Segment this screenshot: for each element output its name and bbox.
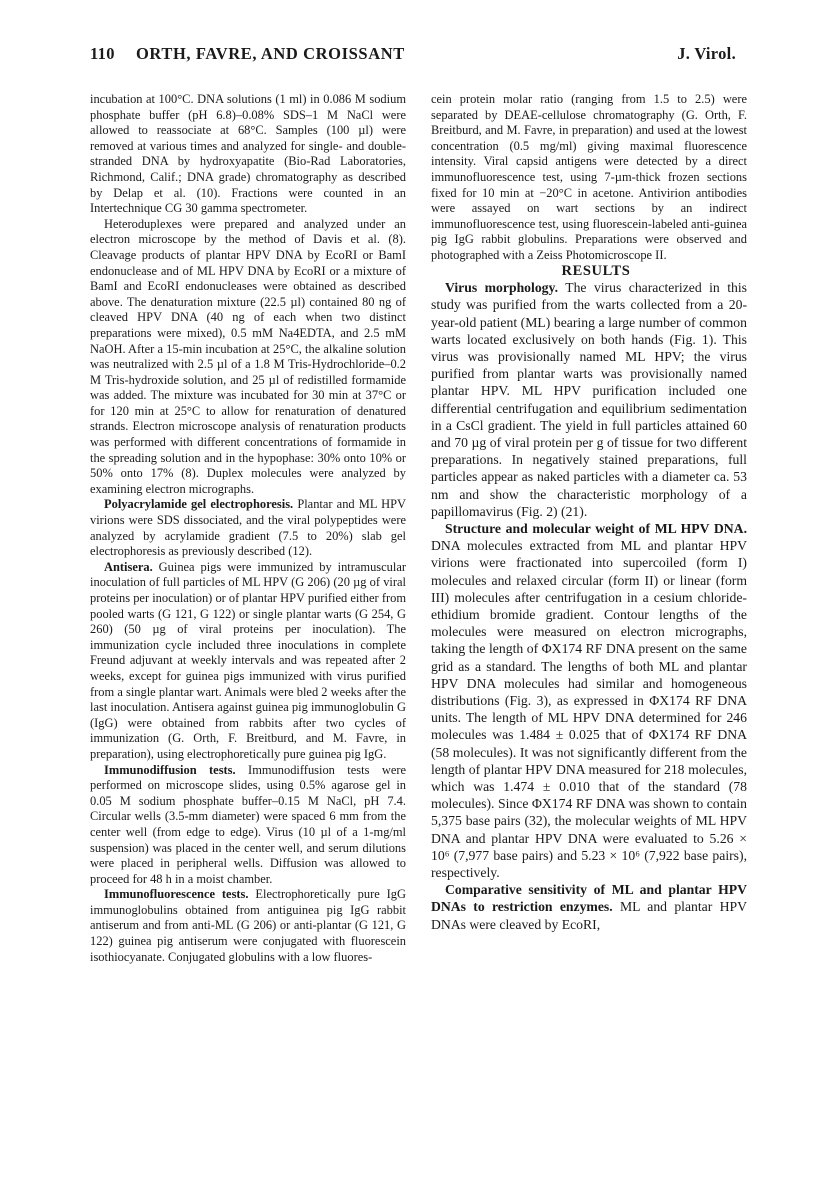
paragraph [90,763,406,888]
right-column [431,92,747,933]
run-in-heading: Structure and molecular weight of ML HPV DNA. [445,520,747,536]
run-in-heading: Virus morphology. [445,280,559,296]
paragraph [431,279,747,520]
paragraph-text: The virus characterized in this study was purified from the warts collected from a 20-year-old patient (ML) bearing a large number of common warts located exclusively on both hands (Fig. 1). This virus was provisionally named ML HPV; the virus purified from plantar warts was provisionally named plantar HPV. ML HPV purification included one differential centrifugation and equilibrium sedimentation in a CsCl gradient. The yield in full particles attained 60 and 70 µg of viral protein per g of tissue for two different preparations. In negatively stained preparations, full particles appear as naked particles with a diameter ca. 53 nm and show the characteristic morphology of a papillomavirus (Fig. 2) (21). [431,280,747,519]
section-title: RESULTS [561,262,631,279]
paragraph-text: Plantar and ML HPV virions were SDS dissociated, and the viral polypeptides were analyzed by acrylamide gradient (7.5 to 20%) slab gel electrophoresis as previously described (12). [90,497,406,559]
running-header [90,44,736,68]
paragraph-text: DNA molecules extracted from ML and plantar HPV virions were fractionated into supercoiled (form I) molecules and relaxed circular (form II) or linear (form III) molecules after centrifugation in a cesium chloride-ethidium bromide gradient. Contour lengths of the molecules were measured on electron micrographs, taking the length of ΦX174 RF DNA present on the same grid as a standard. The lengths of both ML and plantar HPV DNA molecules had similar and homogeneous distributions (Fig. 3), as expressed in ΦX174 RF DNA units. The length of ML HPV DNA determined for 246 molecules was 1.484 ± 0.025 that of ΦX174 RF DNA (58 molecules). It was not significantly different from the length of plantar HPV DNA measured for 218 molecules, which was 1.474 ± 0.010 that of the standard (78 molecules). Since ΦX174 RF DNA was shown to contain 5,375 base pairs (32), the molecular weights of ML HPV DNA and plantar HPV DNA were evaluated to 5.26 × 10⁶ (7,977 base pairs) and 5.23 × 10⁶ (7,922 base pairs), respectively. [431,538,747,881]
paragraph: incubation at 100°C. DNA solutions (1 ml) in 0.086 M sodium phosphate buffer (pH 6.8)–0.08% SDS–1 M NaCl were allowed to reassociate at 68°C. Samples (100 µl) were removed at various times and analyzed for single- and double-stranded DNA by hydroxyapatite (Bio-Rad Laboratories, Richmond, Calif.; DNA grade) chromatography as described by Delap et al. (10). Fractions were counted in an Intertechnique CG 30 gamma spectrometer. [90,92,406,216]
paragraph [90,560,406,763]
paragraph: Heteroduplexes were prepared and analyzed under an electron microscope by the method of Davis et al. (8). Cleavage products of plantar HPV DNA by EcoRI or BamI endonuclease and of ML HPV DNA by EcoRI or a mixture of BamI and EcoRI endonucleases were obtained as described above. The denaturation mixture (22.5 µl) contained 80 ng of cleaved HPV DNA (40 ng of each when two distinct preparations were mixed), 0.5 mM Na4EDTA, and 2.5 mM NaOH. After a 15-min incubation at 25°C, the alkaline solution was neutralized with 2.5 µl of a 1.8 M Tris-Hydrochloride–0.2 M Tris-hydroxide solution, and 25 µl of redistilled formamide was added. The mixture was incubated for 30 min at 37°C or for 120 min at 25°C to allow for renaturation of denatured strands. Electron microscope analysis of renaturation products was performed with different concentrations of formamide in the spreading solution and in the hypophase: 30% onto 10% or 50% onto 17% (8). Duplex molecules were analyzed by examining electron micrographs. [90,216,406,496]
paragraph-text: Immunodiffusion tests were performed on microscope slides, using 0.5% agarose gel in 0.05 M sodium phosphate buffer–0.15 M NaCl, pH 7.4. Circular wells (3.5-mm diameter) were spaced 6 mm from the center well (from edge to edge). Virus (10 µl of a 1-mg/ml suspension) was placed in the center well, and serum dilutions were placed in peripheral wells. Diffusion was allowed to proceed for 48 h in a moist chamber. [90,762,407,886]
paragraph: cein protein molar ratio (ranging from 1.5 to 2.5) were separated by DEAE-cellulose chromatography (G. Orth, F. Breitburd, and M. Favre, in preparation) and used at the lowest concentration (0.5 mg/ml) giving maximal fluorescence intensity. Viral capsid antigens were detected by a direct immunofluorescence test, using 7-µm-thick frozen sections fixed for 10 min at −20°C in acetone. Antivirion antibodies were assayed on wart sections by an indirect immunofluorescence test, using fluorescein-labeled anti-guinea pig IgG rabbit globulins. Preparations were observed and photographed with a Zeiss Photomicroscope II. [431,92,747,262]
paragraph-text: ML and plantar HPV DNAs were cleaved by EcoRI, [431,899,747,932]
run-in-heading: Comparative sensitivity of ML and plantar HPV DNAs to restriction enzymes. [431,882,747,915]
run-in-heading: Antisera. [104,559,153,574]
paragraph-text: Electrophoretically pure IgG immunoglobulins obtained from antiguinea pig IgG rabbit antiserum and from anti-ML (G 206) or anti-plantar (G 121, G 122) guinea pig antiserum were conjugated with fluorescein isothiocyanate. Conjugated globulins with a low fluores- [90,887,406,964]
run-in-heading: Immunofluorescence tests. [104,887,249,902]
paragraph [431,881,747,933]
run-in-heading: Polyacrylamide gel electrophoresis. [104,497,294,512]
journal-name: J. Virol. [677,44,736,63]
paragraph [431,520,747,881]
running-authors: ORTH, FAVRE, AND CROISSANT [136,44,405,63]
paragraph [90,887,406,965]
paragraph-text: Guinea pigs were immunized by intramuscular inoculation of full particles of ML HPV (G 206) (20 µg of viral proteins per inoculation) or of plantar HPV purified either from pooled warts (G 121, G 122) or single plantar warts (G 254, G 260) (50 µg of viral proteins per inoculation). The immunization cycle included three inoculations in complete Freund adjuvant at weekly intervals and was repeated after 2 weeks, except for guinea pigs immunized with virus purified from a single plantar wart. Animals were bled 2 weeks after the last inoculation. Antisera against guinea pig immunoglobulin G (IgG) were obtained from rabbits after two cycles of immunization (G. Orth, F. Breitburd, and M. Favre, in preparation), using electrophoretically pure guinea pig IgG. [90,559,406,761]
paragraph [90,497,406,559]
run-in-heading: Immunodiffusion tests. [104,762,236,777]
left-column [90,92,406,965]
page-number: 110 [90,44,115,63]
